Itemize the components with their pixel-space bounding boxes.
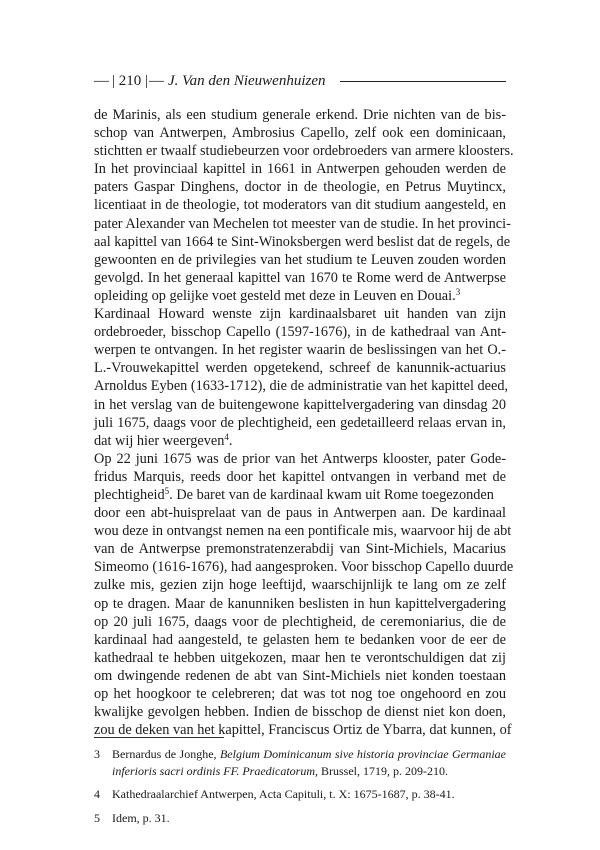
footnote-ref-3[interactable]: 3 [455, 286, 461, 297]
text-line: ordebroeder, bisschop Capello (1597-1676), in de kathedraal van Ant- [94, 324, 506, 341]
text-segment: plechtigheid [94, 486, 165, 503]
text-line: gevolgd. In het generaal kapittel van 1670 te Rome werd de Antwerpse [94, 269, 506, 286]
page-number: | 210 | [112, 72, 149, 89]
footnote-title: inferioris sacri ordinis FF. Praedicatorum [112, 763, 316, 778]
footnote-number: 3 [94, 747, 100, 761]
text-line: kathedraal te hebben uitgekozen, maar hen te verontschuldigen dat zij [94, 649, 506, 666]
text-line: op te dragen. Maar de kanunniken beslisten in hun kapittelvergadering [94, 595, 506, 612]
text-line: in het verslag van de buitengewone kapittelvergadering van dinsdag 20 [94, 396, 506, 413]
text-line: Simeomo (1616-1676), had aangesproken. Voor bisschop Capello duurde [94, 559, 514, 576]
body-text [94, 106, 514, 739]
text-line: werpen te ontvangen. In het register waarin de beslissingen van het O.- [94, 342, 506, 359]
footnote-text: Idem, p. 31. [112, 810, 170, 825]
text-line: Kardinaal Howard wenste zijn kardinaalsbaret uit handen van zijn [94, 306, 506, 323]
text-line: kardinaal had aangesteld, te gelasten hem te bedanken voor de eer de [94, 631, 506, 648]
footnote-number: 5 [94, 810, 100, 825]
text-line: op het hoogkoor te celebreren; dat was tot nog toe ongehoord en zou [94, 686, 506, 702]
text-line: L.-Vrouwekapittel werden opgetekend, schreef de kanunnik-actuarius [94, 360, 506, 377]
text-line: zou de deken van het kapittel, Franciscus Ortiz de Ybarra, dat kunnen, of [94, 722, 512, 739]
text-line: Arnoldus Eyben (1633-1712), die de administratie van het kapittel deed, [94, 378, 509, 395]
text-line: schop van Antwerpen, Ambrosius Capello, zelf ook een dominicaan, [94, 125, 506, 142]
footnote-3 [94, 746, 506, 779]
footnote-5 [94, 810, 506, 827]
text-segment: . [452, 287, 456, 304]
text-line: van de Antwerpse premonstratenzerabdij van Sint-Michiels, Macarius [94, 541, 506, 558]
header-rule [340, 81, 507, 82]
text-line: de Marinis, als een studium generale erkend. Drie nichten van de bis- [94, 107, 506, 123]
footnote-source: , Brussel, 1719, p. 209-210. [315, 763, 449, 778]
footnote-text: Kathedraalarchief Antwerpen, Acta Capituli, t. X: 1675-1687, p. 38-41. [112, 787, 455, 801]
text-segment: opleiding op gelijke voet gesteld met deze in Leuven en Douai [94, 287, 453, 304]
text-segment: . De baret van de kardinaal kwam uit Rome toegezonden [169, 486, 494, 503]
footnote-line [112, 763, 506, 780]
header-dash-right: — [149, 72, 165, 89]
footnote-author: Bernardus de Jonghe, [112, 747, 220, 761]
running-head-author: J. Van den Nieuwenhuizen [168, 72, 326, 89]
text-line: Op 22 juni 1675 was de prior van het Antwerps klooster, pater Gode- [94, 450, 506, 467]
footnote-ref-5[interactable]: 5 [164, 485, 170, 496]
footnote-ref-4[interactable]: 4 [224, 431, 229, 442]
footnotes [94, 746, 506, 833]
text-line: licentiaat in de theologie, tot moderators van dit studium aangesteld, en [94, 197, 506, 214]
header-dash-left: — [94, 72, 109, 89]
text-line: gewoonten en de privilegies van het studium te Leuven zouden worden [94, 251, 506, 268]
text-line: wou deze in ontvangst nemen na een pontificale mis, waarvoor hij de abt [94, 523, 512, 540]
text-line: zulke mis, gezien zijn hoge leeftijd, waarschijnlijk te lang om ze zelf [94, 577, 506, 594]
text-line [94, 486, 506, 504]
text-line: op 20 juli 1675, daags voor de plechtigheid, de ceremoniarius, die de [94, 613, 506, 630]
footnote-text [112, 746, 506, 779]
text-line: stichtten er twaalf studiebeurzen voor ordebroeders van armere kloosters. [94, 143, 514, 160]
text-line: In het provinciaal kapittel in 1661 in Antwerpen gehouden werden de [94, 161, 506, 178]
footnote-title: Belgium Dominicanum sive historia provinciae Germaniae [219, 747, 507, 761]
footnote-number: 4 [94, 787, 100, 801]
text-segment: . [228, 432, 233, 449]
text-line: door een abt-huisprelaat van de paus in Antwerpen aan. De kardinaal [94, 505, 506, 522]
text-line [94, 432, 506, 450]
text-segment: dat wij hier weergeven [94, 432, 225, 449]
text-line: paters Gaspar Dinghens, doctor in de theologie, en Petrus Muytincx, [94, 179, 506, 196]
text-line: aal kapittel van 1664 te Sint-Winoksbergen werd beslist dat de regels, de [94, 233, 511, 250]
running-head [94, 71, 506, 91]
text-line: fridus Marquis, reeds door het kapittel ontvangen in verband met de [94, 468, 506, 485]
text-line [94, 287, 506, 305]
footnote-4 [94, 786, 506, 803]
footnote-line [112, 746, 506, 763]
text-line: kwalijke gevolgen hebben. Indien de bisschop de dienst niet kon doen, [94, 704, 506, 721]
text-line: om dwingende redenen de abt van Sint-Michiels niet konden toestaan [94, 667, 506, 684]
footnote-divider [94, 737, 224, 738]
text-line: pater Alexander van Mechelen tot meester van de studie. In het provinci- [94, 215, 511, 232]
text-line: juli 1675, daags voor de plechtigheid, een gedetailleerd relaas ervan in, [94, 414, 506, 431]
